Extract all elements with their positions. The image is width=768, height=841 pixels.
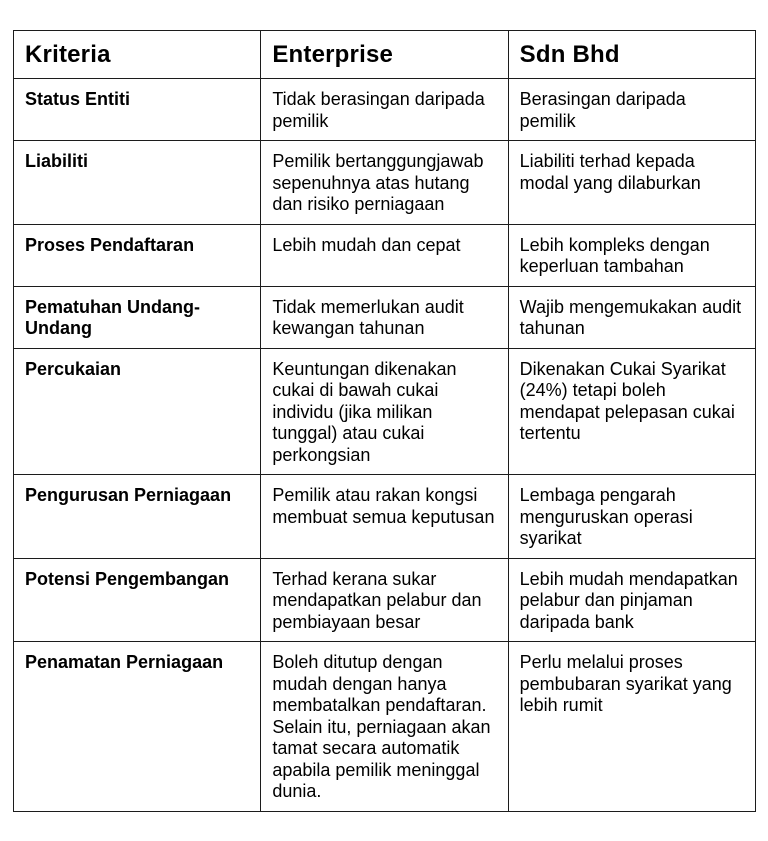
sdnbhd-cell: Berasingan daripada pemilik [508, 79, 755, 141]
header-row [14, 31, 756, 79]
criteria-cell: Pengurusan Perniagaan [14, 475, 261, 559]
table-header [14, 31, 756, 79]
enterprise-cell: Tidak berasingan daripada pemilik [261, 79, 508, 141]
table-row [14, 141, 756, 225]
criteria-cell: Proses Pendaftaran [14, 224, 261, 286]
table-row [14, 558, 756, 642]
sdnbhd-cell: Lebih mudah mendapatkan pelabur dan pinjaman daripada bank [508, 558, 755, 642]
enterprise-cell: Boleh ditutup dengan mudah dengan hanya membatalkan pendaftaran. Selain itu, perniagaan akan tamat secara automatik apabila pemilik meninggal dunia. [261, 642, 508, 812]
enterprise-cell: Tidak memerlukan audit kewangan tahunan [261, 286, 508, 348]
header-kriteria: Kriteria [14, 31, 261, 79]
header-sdnbhd: Sdn Bhd [508, 31, 755, 79]
sdnbhd-cell: Lebih kompleks dengan keperluan tambahan [508, 224, 755, 286]
sdnbhd-cell: Perlu melalui proses pembubaran syarikat yang lebih rumit [508, 642, 755, 812]
sdnbhd-cell: Liabiliti terhad kepada modal yang dilaburkan [508, 141, 755, 225]
table-row [14, 286, 756, 348]
enterprise-cell: Lebih mudah dan cepat [261, 224, 508, 286]
table-row [14, 642, 756, 812]
enterprise-cell: Keuntungan dikenakan cukai di bawah cukai individu (jika milikan tunggal) atau cukai perkongsian [261, 348, 508, 475]
table-row [14, 348, 756, 475]
criteria-cell: Potensi Pengembangan [14, 558, 261, 642]
criteria-cell: Liabiliti [14, 141, 261, 225]
criteria-cell: Status Entiti [14, 79, 261, 141]
table-row [14, 79, 756, 141]
enterprise-cell: Pemilik atau rakan kongsi membuat semua keputusan [261, 475, 508, 559]
sdnbhd-cell: Dikenakan Cukai Syarikat (24%) tetapi boleh mendapat pelepasan cukai tertentu [508, 348, 755, 475]
sdnbhd-cell: Lembaga pengarah menguruskan operasi syarikat [508, 475, 755, 559]
enterprise-cell: Pemilik bertanggungjawab sepenuhnya atas hutang dan risiko perniagaan [261, 141, 508, 225]
header-enterprise: Enterprise [261, 31, 508, 79]
table-row [14, 224, 756, 286]
criteria-cell: Percukaian [14, 348, 261, 475]
table-body [14, 79, 756, 812]
enterprise-cell: Terhad kerana sukar mendapatkan pelabur dan pembiayaan besar [261, 558, 508, 642]
criteria-cell: Penamatan Perniagaan [14, 642, 261, 812]
comparison-table [13, 30, 756, 812]
sdnbhd-cell: Wajib mengemukakan audit tahunan [508, 286, 755, 348]
table-row [14, 475, 756, 559]
criteria-cell: Pematuhan Undang-Undang [14, 286, 261, 348]
